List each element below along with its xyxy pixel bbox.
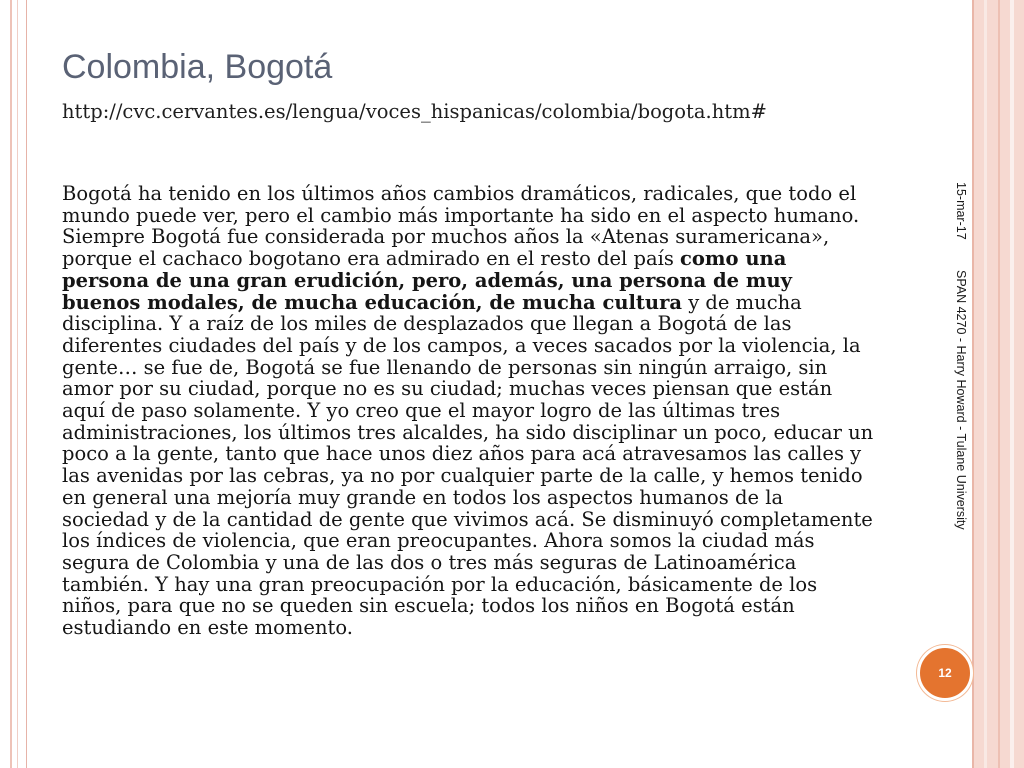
slide-number-badge: 12 — [917, 645, 973, 701]
paragraph-text-end: y de mucha disciplina. Y a raíz de los miles de desplazados que llegan a Bogotá de las diferentes ciudades del país y de los campos, a veces sacados por la violencia, la gente… se fue de, Bogotá se fue llenando de personas sin ningún arraigo, sin amor por su ciudad, porque no es su ciudad; muchas veces piensan que están aquí de paso solamente. Y yo creo que el mayor logro de las últimas tres administraciones, los últimos tres alcaldes, ha sido disciplinar un poco, educar un poco a la gente, tanto que hace unos diez años para acá atravesamos las calles y las avenidas por las cebras, ya no por cualquier parte de la calle, y hemos tenido en general una mejoría muy grande en todos los aspectos humanos de la sociedad y de la cantidad de gente que vivimos acá. Se disminuyó completamente los índices de violencia, que eran preocupantes. Ahora somos la ciudad más segura de Colombia y una de las dos o tres más seguras de Latinoamérica también. Y hay una gran preocupación por la educación, básicamente de los niños, para que no se queden sin escuela; todos los niños en Bogotá están estudiando en este momento. — [62, 290, 874, 640]
left-border-decoration — [0, 0, 27, 768]
right-border-decoration — [972, 0, 1024, 768]
paragraph-bold-text: como una persona de una gran erudición, pero, además, una persona de muy buenos modales, de mucha educación, de mucha cultura — [62, 247, 793, 314]
paragraph-text-start: Bogotá ha tenido en los últimos años cambios dramáticos, radicales, que todo el mundo puede ver, pero el cambio más importante ha sido en el aspecto humano. Siempre Bogotá fue considerada por muchos años la «Atenas suramericana», porque el cachaco bogotano era admirado en el resto del país — [62, 182, 860, 271]
source-url[interactable]: http://cvc.cervantes.es/lengua/voces_hispanicas/colombia/bogota.htm# — [62, 100, 767, 123]
slide-footer: SPAN 4270 - Harry Howard - Tulane University — [954, 270, 968, 530]
slide-date: 15-mar-17 — [954, 182, 968, 240]
slide-title: Colombia, Bogotá — [62, 48, 333, 86]
body-paragraph — [62, 183, 876, 639]
